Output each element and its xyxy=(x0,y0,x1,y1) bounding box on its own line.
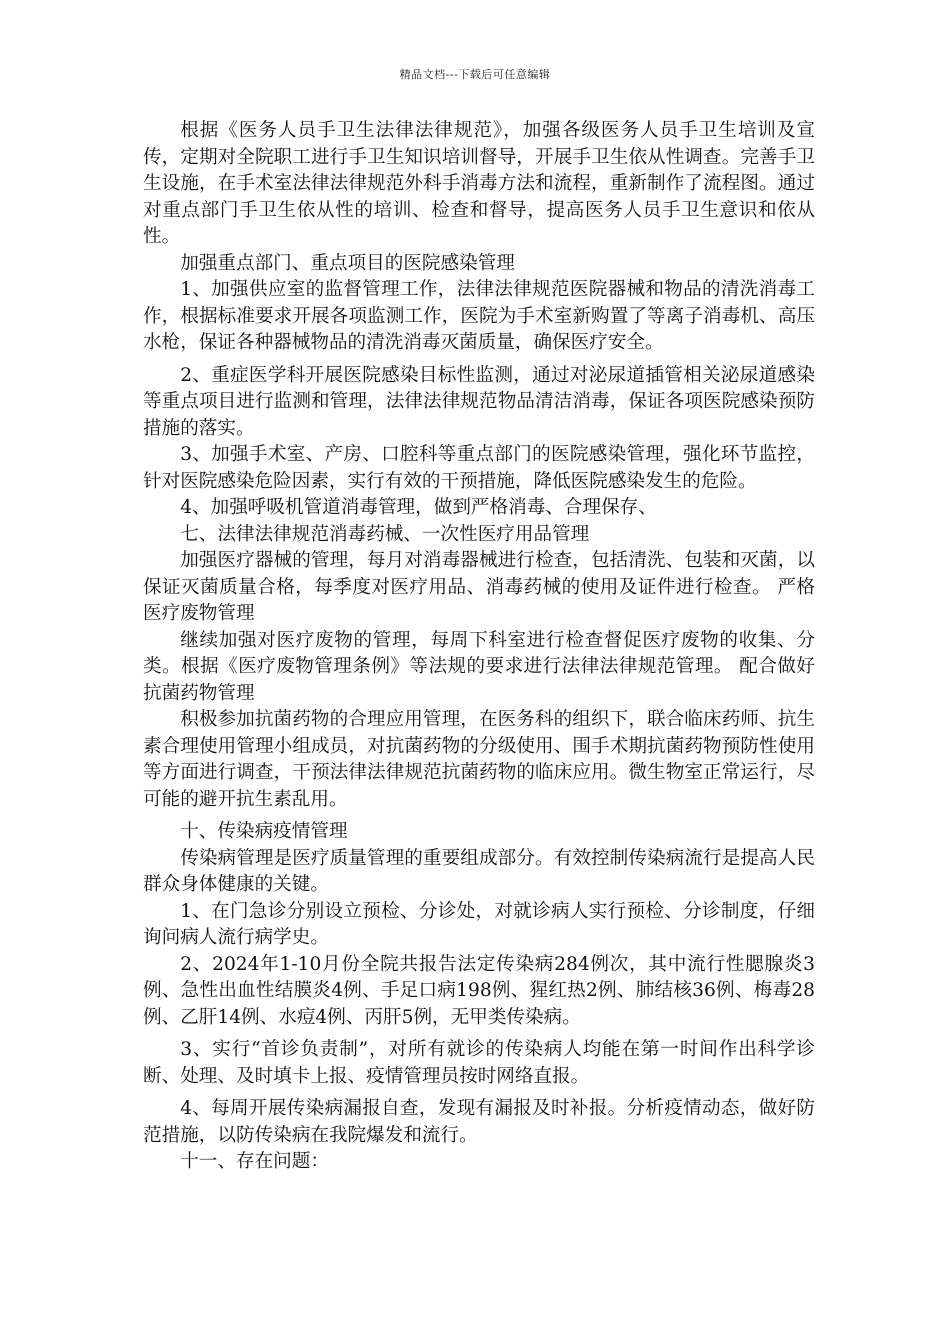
paragraph-triage: 1、在门急诊分别设立预检、分诊处，对就诊病人实行预检、分诊制度，仔细询问病人流行病学史。 xyxy=(143,900,815,948)
paragraph-antibiotics: 积极参加抗菌药物的合理应用管理，在医务科的组织下，联合临床药师、抗生素合理使用管理小组成员，对抗菌药物的分级使用、围手术期抗菌药物预防性使用等方面进行调查，干预法律法律规范抗菌药物的临床应用。微生物室正常运行，尽可能的避开抗生素乱用。 xyxy=(143,709,815,810)
document-body xyxy=(143,118,815,1176)
paragraph-first-visit: 3、实行“首诊负责制”，对所有就诊的传染病人均能在第一时间作出科学诊断、处理、及时填卡上报、疫情管理员按时网络直报。 xyxy=(143,1039,815,1087)
paragraph-medical-waste: 继续加强对医疗废物的管理，每周下科室进行检查督促医疗废物的收集、分类。根据《医疗废物管理条例》等法规的要求进行法律法律规范管理。 配合做好抗菌药物管理 xyxy=(143,629,815,704)
paragraph-weekly-check: 4、每周开展传染病漏报自查，发现有漏报及时补报。分析疫情动态，做好防范措施，以防传染病在我院爆发和流行。 xyxy=(143,1098,815,1146)
page-header: 精品文档---下载后可任意编辑 xyxy=(399,68,551,81)
paragraph-icu-monitoring: 2、重症医学科开展医院感染目标性监测，通过对泌尿道插管相关泌尿道感染等重点项目进行监测和管理，法律法律规范物品清洁消毒，保证各项医院感染预防措施的落实。 xyxy=(143,364,815,439)
paragraph-medical-devices: 加强医疗器械的管理，每月对消毒器械进行检查，包括清洗、包装和灭菌，以保证灭菌质量合格，每季度对医疗用品、消毒药械的使用及证件进行检查。 严格医疗废物管理 xyxy=(143,550,815,624)
paragraph-infectious-intro: 传染病管理是医疗质量管理的重要组成部分。有效控制传染病流行是提高人民群众身体健康的关键。 xyxy=(143,847,815,895)
heading-existing-problems: 十一、存在问题： xyxy=(180,1151,329,1172)
paragraph-supply-room: 1、加强供应室的监督管理工作，法律法律规范医院器械和物品的清洗消毒工作，根据标准要求开展各项监测工作，医院为手术室新购置了等离子消毒机、高压水枪，保证各种器械物品的清洗消毒灭菌质量，确保医疗安全。 xyxy=(143,279,815,353)
heading-infectious-disease: 十、传染病疫情管理 xyxy=(180,821,348,842)
paragraph-ventilator: 4、加强呼吸机管道消毒管理，做到严格消毒、合理保存、 xyxy=(180,497,657,518)
heading-key-departments: 加强重点部门、重点项目的医院感染管理 xyxy=(180,252,515,274)
paragraph-operating-room: 3、加强手术室、产房、口腔科等重点部门的医院感染管理，强化环节监控，针对医院感染危险因素，实行有效的干预措施，降低医院感染发生的危险。 xyxy=(143,444,815,492)
paragraph-hand-hygiene: 根据《医务人员手卫生法律法律规范》，加强各级医务人员手卫生培训及宣传，定期对全院职工进行手卫生知识培训督导，开展手卫生依从性调查。完善手卫生设施，在手术室法律法律规范外科手消毒方法和流程，重新制作了流程图。通过对重点部门手卫生依从性的培训、检查和督导，提高医务人员手卫生意识和依从性。 xyxy=(143,120,815,247)
paragraph-disease-statistics: 2、2024年1-10月份全院共报告法定传染病284例次，其中流行性腮腺炎3例、急性出血性结膜炎4例、手足口病198例、猩红热2例、肺结核36例、梅毒28例、乙肝14例、水痘4例、丙肝5例，无甲类传染病。 xyxy=(143,953,815,1028)
heading-disinfection-supplies: 七、法律法律规范消毒药械、一次性医疗用品管理 xyxy=(180,523,590,545)
